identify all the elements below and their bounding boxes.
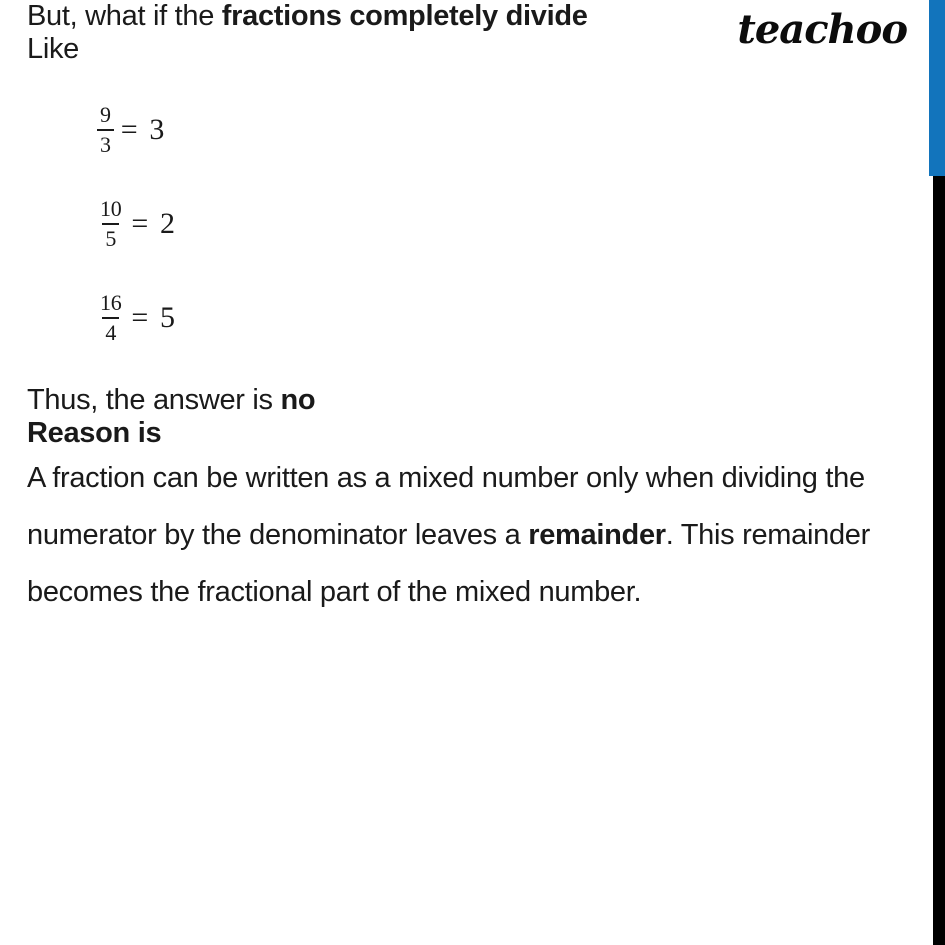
fraction — [97, 102, 114, 158]
like-label: Like — [27, 33, 79, 65]
intro-line — [27, 0, 917, 33]
fraction — [97, 290, 124, 346]
equation-result: 3 — [149, 112, 165, 146]
fraction-numerator: 9 — [100, 102, 111, 127]
reason-paragraph-line-3: becomes the fractional part of the mixed number. — [27, 575, 642, 608]
fraction-numerator: 16 — [100, 289, 122, 315]
fraction — [97, 196, 124, 252]
reason-paragraph — [27, 450, 917, 621]
content-area — [27, 0, 917, 621]
equation-result: 2 — [160, 206, 175, 240]
equation-row — [97, 196, 917, 252]
reason-paragraph-line-2 — [27, 507, 917, 564]
equals-sign: = — [131, 300, 149, 334]
answer-bold-text: no — [280, 383, 316, 416]
reason-paragraph-line-1: A fraction can be written as a mixed number only when dividing the — [27, 461, 865, 494]
blue-accent-bar — [929, 0, 945, 176]
equation-row — [97, 102, 917, 158]
equations-list — [97, 102, 917, 346]
reason-line2-pre: numerator by the denominator leaves a — [27, 518, 529, 551]
black-side-bar — [933, 176, 945, 945]
equals-sign: = — [120, 112, 138, 146]
fraction-denominator: 5 — [102, 223, 119, 252]
reason-line2-post: . This remainder — [665, 518, 870, 551]
intro-normal-text: But, what if the — [27, 0, 222, 32]
answer-line — [27, 384, 917, 417]
fraction-denominator: 4 — [102, 317, 119, 346]
teachoo-logo: teachoo — [737, 6, 907, 53]
equation-row — [97, 290, 917, 346]
fraction-denominator: 3 — [97, 129, 114, 158]
fraction-numerator: 10 — [100, 195, 122, 221]
reason-heading: Reason is — [27, 416, 162, 449]
answer-normal-text: Thus, the answer is — [27, 383, 281, 416]
equation-result: 5 — [160, 300, 175, 334]
equals-sign: = — [131, 206, 149, 240]
reason-line2-bold: remainder — [528, 518, 666, 551]
intro-bold-text: fractions completely divide — [221, 0, 588, 32]
